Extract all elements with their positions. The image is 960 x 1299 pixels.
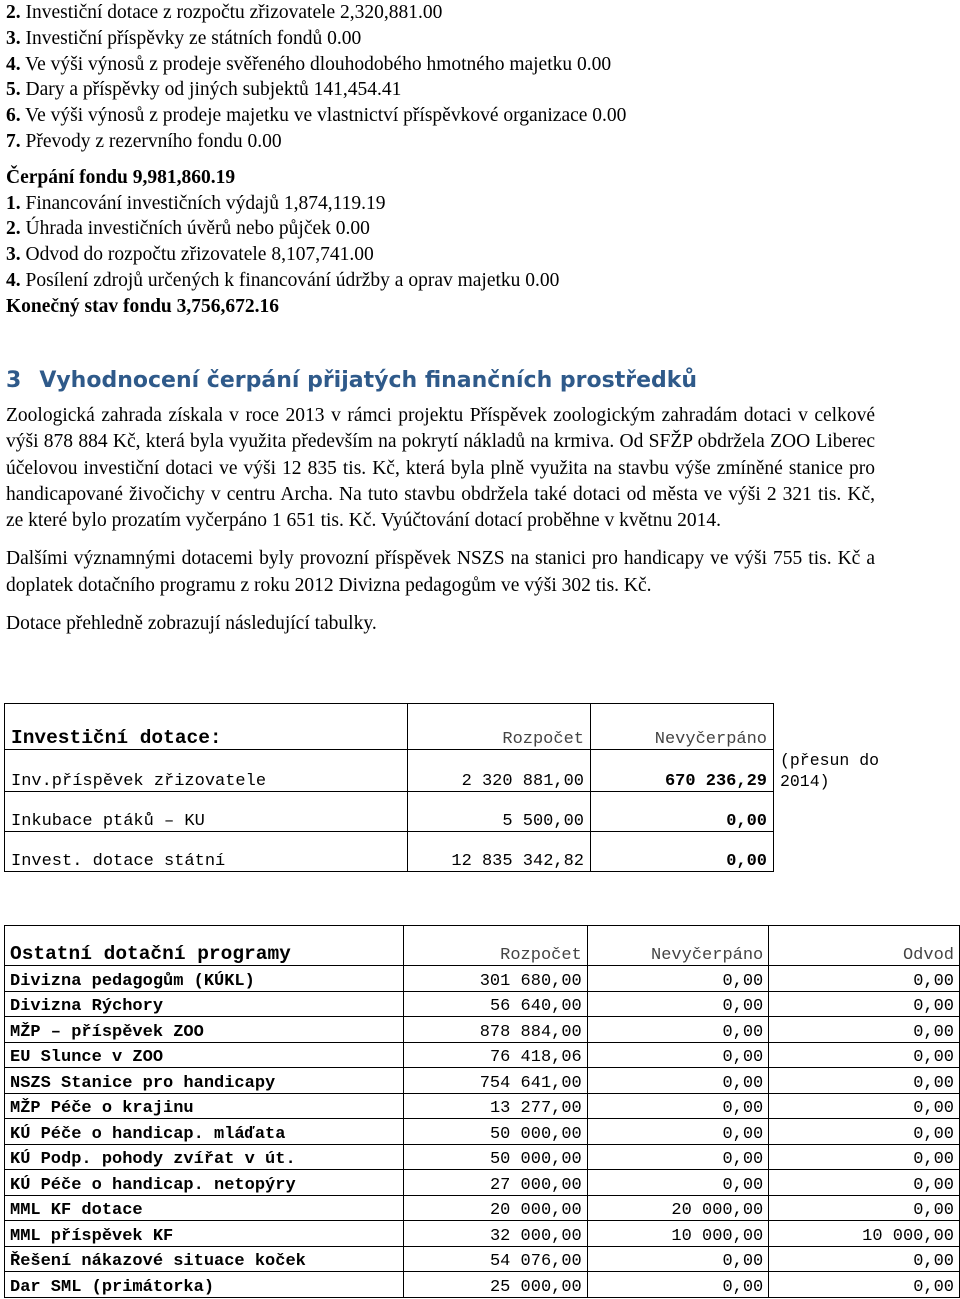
row-unspent: 0,00 [587, 1119, 768, 1145]
row-name: KÚ Péče o handicap. mláďata [5, 1119, 404, 1145]
other-grants-table [4, 925, 960, 1298]
row-name: Inkubace ptáků – KU [5, 792, 408, 832]
row-refund: 0,00 [769, 1119, 960, 1145]
column-header-budget: Rozpočet [403, 926, 587, 966]
column-header-budget: Rozpočet [408, 704, 591, 750]
fund-list-item: 6. Ve výši výnosů z prodeje majetku ve vlastnictví příspěvkové organizace 0.00 [6, 105, 627, 127]
row-name: MML příspěvek KF [5, 1221, 404, 1247]
row-refund: 0,00 [769, 1195, 960, 1221]
row-name: Řešení nákazové situace koček [5, 1246, 404, 1272]
row-unspent: 0,00 [587, 1272, 768, 1298]
row-refund: 0,00 [769, 1042, 960, 1068]
fund-list-item: 4. Ve výši výnosů z prodeje svěřeného dlouhodobého hmotného majetku 0.00 [6, 53, 612, 75]
row-unspent: 10 000,00 [587, 1221, 768, 1247]
row-name: MŽP Péče o krajinu [5, 1093, 404, 1119]
table-row [5, 1042, 960, 1068]
row-unspent: 0,00 [591, 832, 774, 872]
row-name: Invest. dotace státní [5, 832, 408, 872]
table-body [5, 966, 960, 1298]
row-name: Divizna Rýchory [5, 991, 404, 1017]
section-number: 3 [6, 368, 22, 393]
table-row [5, 832, 907, 872]
table-row [5, 966, 960, 992]
row-unspent: 0,00 [587, 1093, 768, 1119]
row-unspent: 0,00 [587, 991, 768, 1017]
row-unspent: 0,00 [587, 1017, 768, 1043]
row-unspent: 0,00 [587, 1068, 768, 1094]
row-budget: 32 000,00 [403, 1221, 587, 1247]
table-note: (přesun do 2014) [780, 750, 880, 791]
drawing-title: Čerpání fondu 9,981,860.19 [6, 166, 236, 188]
row-refund: 10 000,00 [769, 1221, 960, 1247]
row-name: MML KF dotace [5, 1195, 404, 1221]
row-unspent: 0,00 [587, 1042, 768, 1068]
row-budget: 301 680,00 [403, 966, 587, 992]
drawing-list-item: 2. Úhrada investičních úvěrů nebo půjček 0.00 [6, 218, 370, 240]
table-row [5, 1068, 960, 1094]
row-budget: 50 000,00 [403, 1144, 587, 1170]
row-unspent: 0,00 [587, 1144, 768, 1170]
column-header-refund: Odvod [769, 926, 960, 966]
section-title: Vyhodnocení čerpání přijatých finančních prostředků [39, 368, 698, 393]
row-budget: 754 641,00 [403, 1068, 587, 1094]
row-name: EU Slunce v ZOO [5, 1042, 404, 1068]
table-row [5, 991, 960, 1017]
row-name: Dar SML (primátorka) [5, 1272, 404, 1298]
column-header-unspent: Nevyčerpáno [591, 704, 774, 750]
row-refund: 0,00 [769, 1144, 960, 1170]
table-row [5, 1144, 960, 1170]
row-budget: 12 835 342,82 [408, 832, 591, 872]
table-row [5, 1195, 960, 1221]
row-unspent: 0,00 [587, 1170, 768, 1196]
row-budget: 5 500,00 [408, 792, 591, 832]
row-name: KÚ Podp. pohody zvířat v út. [5, 1144, 404, 1170]
table-row [5, 1246, 960, 1272]
table-header-row [5, 926, 960, 966]
row-refund: 0,00 [769, 1017, 960, 1043]
row-unspent: 0,00 [591, 792, 774, 832]
fund-list-item: 5. Dary a příspěvky od jiných subjektů 141,454.41 [6, 79, 402, 101]
table-row [5, 792, 907, 832]
row-name: Divizna pedagogům (KÚKL) [5, 966, 404, 992]
row-budget: 54 076,00 [403, 1246, 587, 1272]
table-row [5, 1170, 960, 1196]
table-title: Investiční dotace: [5, 704, 408, 750]
row-budget: 25 000,00 [403, 1272, 587, 1298]
drawing-list-item: 3. Odvod do rozpočtu zřizovatele 8,107,741.00 [6, 244, 374, 266]
row-budget: 13 277,00 [403, 1093, 587, 1119]
row-refund: 0,00 [769, 1068, 960, 1094]
table-title: Ostatní dotační programy [5, 926, 404, 966]
row-budget: 76 418,06 [403, 1042, 587, 1068]
fund-list-item: 7. Převody z rezervního fondu 0.00 [6, 130, 282, 152]
row-refund: 0,00 [769, 1093, 960, 1119]
paragraph: Zoologická zahrada získala v roce 2013 v rámci projektu Příspěvek zoologickým zahradám dotaci v celkové výši 878 884 Kč, která byla využita především na pokrytí nákladů na krmiva. Od SFŽP obdržela ZOO Liberec účelovou investiční dotaci ve výši 12 835 tis. Kč, která byla plně využita na stavbu výše zmíněné stanice pro handicapované živočichy v centru Archa. Na tuto stavbu obdržela také dotaci od města ve výši 2 321 tis. Kč, ze které bylo prozatím vyčerpáno 1 651 tis. Kč. Vyúčtování dotací proběhne v květnu 2014. [6, 405, 875, 532]
row-refund: 0,00 [769, 1170, 960, 1196]
row-name: NSZS Stanice pro handicapy [5, 1068, 404, 1094]
section-heading [6, 368, 697, 393]
row-budget: 50 000,00 [403, 1119, 587, 1145]
table-row [5, 1017, 960, 1043]
row-budget: 20 000,00 [403, 1195, 587, 1221]
drawing-list-item: 1. Financování investičních výdajů 1,874,119.19 [6, 192, 386, 214]
row-unspent: 670 236,29 [591, 750, 774, 792]
row-refund: 0,00 [769, 966, 960, 992]
table-row [5, 1119, 960, 1145]
table-row [5, 1093, 960, 1119]
body-text [6, 403, 875, 649]
row-budget: 56 640,00 [403, 991, 587, 1017]
row-unspent: 20 000,00 [587, 1195, 768, 1221]
row-name: Inv.příspěvek zřizovatele [5, 750, 408, 792]
row-unspent: 0,00 [587, 1246, 768, 1272]
table-row [5, 1221, 960, 1247]
row-unspent: 0,00 [587, 966, 768, 992]
table-row [5, 1272, 960, 1298]
fund-list-item: 2. Investiční dotace z rozpočtu zřizovatele 2,320,881.00 [6, 2, 443, 23]
paragraph: Dotace přehledně zobrazují následující tabulky. [6, 613, 377, 635]
row-budget: 878 884,00 [403, 1017, 587, 1043]
row-name: KÚ Péče o handicap. netopýry [5, 1170, 404, 1196]
fund-summary [6, 0, 946, 320]
paragraph: Dalšími významnými dotacemi byly provozní příspěvek NSZS na stanici pro handicapy ve výši 755 tis. Kč a doplatek dotačního programu z roku 2012 Divizna pedagogům ve výši 302 tis. Kč. [6, 548, 875, 596]
column-header-unspent: Nevyčerpáno [587, 926, 768, 966]
fund-list-item: 3. Investiční příspěvky ze státních fondů 0.00 [6, 27, 362, 49]
row-refund: 0,00 [769, 991, 960, 1017]
row-refund: 0,00 [769, 1272, 960, 1298]
row-refund: 0,00 [769, 1246, 960, 1272]
row-budget: 27 000,00 [403, 1170, 587, 1196]
final-state: Konečný stav fondu 3,756,672.16 [6, 295, 280, 317]
drawing-list-item: 4. Posílení zdrojů určených k financování údržby a oprav majetku 0.00 [6, 269, 560, 291]
row-budget: 2 320 881,00 [408, 750, 591, 792]
investment-grants-table [4, 703, 907, 872]
table-header-row [5, 704, 907, 750]
table-row [5, 750, 907, 792]
row-name: MŽP – příspěvek ZOO [5, 1017, 404, 1043]
